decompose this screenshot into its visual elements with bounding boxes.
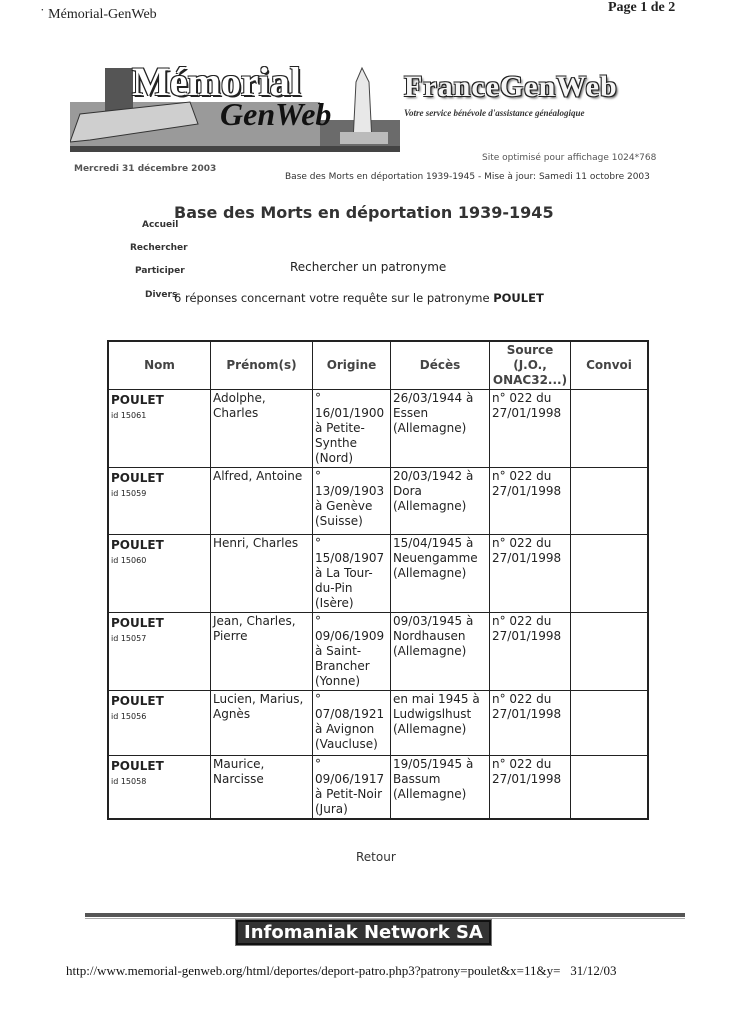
person-firstnames: Maurice, Narcisse — [213, 757, 265, 786]
table-row — [108, 468, 648, 535]
infomaniak-banner[interactable]: Infomaniak Network SA — [236, 920, 491, 945]
cell-deces — [391, 390, 490, 468]
current-date: Mercredi 31 décembre 2003 — [74, 164, 217, 174]
cell-origine — [313, 756, 391, 820]
table-row — [108, 613, 648, 691]
cell-nom — [108, 613, 211, 691]
col-header-deces: Décès — [391, 341, 490, 390]
table-row — [108, 691, 648, 756]
display-optimisation-note: Site optimisé pour affichage 1024*768 — [482, 153, 657, 163]
person-origin: ° 13/09/1903 à Genève (Suisse) — [315, 469, 385, 528]
table-row — [108, 756, 648, 820]
person-id: id 15057 — [111, 634, 147, 643]
cell-convoi — [571, 613, 649, 691]
results-surname: POULET — [493, 291, 544, 305]
cell-deces — [391, 468, 490, 535]
table-row — [108, 390, 648, 468]
person-origin: ° 07/08/1921 à Avignon (Vaucluse) — [315, 692, 385, 751]
person-death: 15/04/1945 à Neuengamme (Allemagne) — [393, 536, 478, 580]
person-surname[interactable]: POULET — [111, 759, 164, 773]
person-firstnames: Jean, Charles, Pierre — [213, 614, 296, 643]
cell-deces — [391, 756, 490, 820]
nav-participer[interactable]: Participer — [135, 266, 185, 276]
cell-origine — [313, 390, 391, 468]
results-summary — [174, 291, 544, 305]
person-id: id 15060 — [111, 556, 147, 565]
person-firstnames: Alfred, Antoine — [213, 469, 303, 483]
results-summary-text: 6 réponses concernant votre requête sur le patronyme — [174, 291, 494, 305]
cell-origine — [313, 535, 391, 613]
col-header-prenom: Prénom(s) — [211, 341, 313, 390]
cell-source — [490, 390, 571, 468]
print-url: http://www.memorial-genweb.org/html/deportes/deport-patro.php3?patrony=poulet&x=11&y= — [66, 963, 561, 978]
print-footer — [66, 963, 616, 979]
cell-deces — [391, 691, 490, 756]
person-surname[interactable]: POULET — [111, 471, 164, 485]
person-surname[interactable]: POULET — [111, 538, 164, 552]
col-header-nom: Nom — [108, 341, 211, 390]
person-id: id 15059 — [111, 489, 147, 498]
person-source: n° 022 du 27/01/1998 — [492, 469, 562, 498]
person-source: n° 022 du 27/01/1998 — [492, 757, 562, 786]
cell-prenom — [211, 756, 313, 820]
cell-nom — [108, 691, 211, 756]
cell-convoi — [571, 468, 649, 535]
person-source: n° 022 du 27/01/1998 — [492, 692, 562, 721]
cell-origine — [313, 613, 391, 691]
cell-prenom — [211, 468, 313, 535]
cell-convoi — [571, 535, 649, 613]
retour-link[interactable]: Retour — [356, 850, 396, 864]
person-id: id 15058 — [111, 777, 147, 786]
print-bullet: ˙ — [40, 7, 49, 22]
nav-rechercher[interactable]: Rechercher — [130, 243, 188, 253]
person-death: 19/05/1945 à Bassum (Allemagne) — [393, 757, 474, 801]
person-origin: ° 16/01/1900 à Petite-Synthe (Nord) — [315, 391, 385, 465]
col-header-source: Source (J.O., ONAC32...) — [490, 341, 571, 390]
person-source: n° 022 du 27/01/1998 — [492, 614, 562, 643]
cell-prenom — [211, 613, 313, 691]
memorial-logo-text: Mémorial — [132, 59, 301, 104]
cell-source — [490, 756, 571, 820]
cell-convoi — [571, 390, 649, 468]
cell-convoi — [571, 756, 649, 820]
cell-nom — [108, 535, 211, 613]
cell-prenom — [211, 535, 313, 613]
cell-deces — [391, 613, 490, 691]
francegenweb-logo[interactable] — [400, 68, 662, 128]
francegenweb-tagline: Votre service bénévole d'assistance généalogique — [404, 108, 585, 118]
person-source: n° 022 du 27/01/1998 — [492, 536, 562, 565]
footer-divider — [85, 913, 685, 917]
person-source: n° 022 du 27/01/1998 — [492, 391, 562, 420]
person-origin: ° 15/08/1907 à La Tour-du-Pin (Isère) — [315, 536, 385, 610]
page-title: Base des Morts en déportation 1939-1945 — [174, 203, 554, 222]
francegenweb-title: FranceGenWeb — [404, 70, 618, 103]
table-row — [108, 535, 648, 613]
person-id: id 15056 — [111, 712, 147, 721]
person-surname[interactable]: POULET — [111, 694, 164, 708]
genweb-logo-text: GenWeb — [220, 96, 332, 132]
nav-accueil[interactable]: Accueil — [142, 220, 179, 230]
person-id: id 15061 — [111, 411, 147, 420]
memorial-genweb-logo[interactable] — [70, 59, 400, 154]
col-header-origine: Origine — [313, 341, 391, 390]
cell-origine — [313, 468, 391, 535]
person-death: 20/03/1942 à Dora (Allemagne) — [393, 469, 474, 513]
print-page-number: Page 1 de 2 — [608, 0, 676, 15]
print-header-title: ˙ Mémorial-GenWeb — [40, 7, 157, 22]
cell-source — [490, 613, 571, 691]
cell-nom — [108, 756, 211, 820]
table-header-row — [108, 341, 648, 390]
cell-prenom — [211, 691, 313, 756]
cell-origine — [313, 691, 391, 756]
cell-deces — [391, 535, 490, 613]
person-firstnames: Henri, Charles — [213, 536, 299, 550]
nav-divers[interactable]: Divers — [145, 290, 178, 300]
person-origin: ° 09/06/1917 à Petit-Noir (Jura) — [315, 757, 385, 816]
cell-nom — [108, 468, 211, 535]
print-date: 31/12/03 — [570, 963, 617, 978]
footer-divider-shadow — [85, 918, 685, 919]
search-surname-link[interactable]: Rechercher un patronyme — [290, 260, 447, 274]
person-death: en mai 1945 à Ludwigslhust (Allemagne) — [393, 692, 480, 736]
update-info: Base des Morts en déportation 1939-1945 - Mise à jour: Samedi 11 octobre 2003 — [285, 172, 650, 182]
person-death: 26/03/1944 à Essen (Allemagne) — [393, 391, 474, 435]
person-firstnames: Lucien, Marius, Agnès — [213, 692, 304, 721]
person-death: 09/03/1945 à Nordhausen (Allemagne) — [393, 614, 474, 658]
cell-source — [490, 535, 571, 613]
cell-nom — [108, 390, 211, 468]
person-surname[interactable]: POULET — [111, 616, 164, 630]
person-origin: ° 09/06/1909 à Saint-Brancher (Yonne) — [315, 614, 385, 688]
person-surname[interactable]: POULET — [111, 393, 164, 407]
cell-convoi — [571, 691, 649, 756]
cell-prenom — [211, 390, 313, 468]
col-header-convoi: Convoi — [571, 341, 649, 390]
cell-source — [490, 468, 571, 535]
results-table — [107, 340, 649, 820]
person-firstnames: Adolphe, Charles — [213, 391, 266, 420]
cell-source — [490, 691, 571, 756]
